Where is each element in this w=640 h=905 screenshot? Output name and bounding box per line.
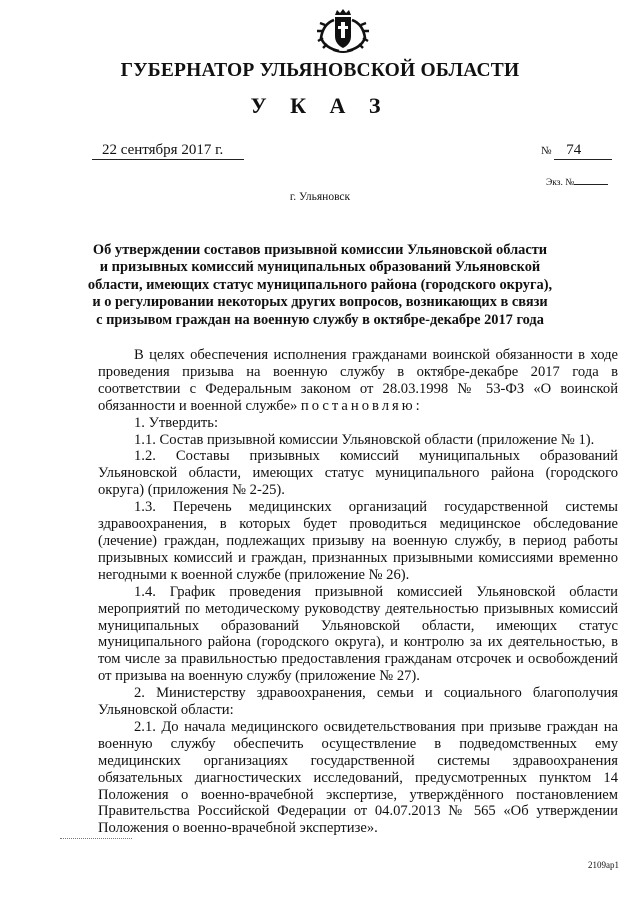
decree-number: 74 <box>554 142 612 160</box>
paragraph-1-1: 1.1. Состав призывной комиссии Ульяновской области (приложение № 1). <box>134 431 595 448</box>
document-type: У К А З <box>250 93 390 118</box>
coat-of-arms-icon <box>315 8 371 54</box>
copy-number-line <box>574 175 608 185</box>
paragraph-1-4: 1.4. График проведения призывной комиссией Ульяновской области мероприятий по методическому руководству деятельностью призывных комиссий муниципальных образований Ульяновской области, имеющих статус муниципального района (городского округа), и контролю за их деятельностью, в том числе за правильностью предоставления гражданам отсрочек и освобождений от призыва на военную службу (приложение № 27). <box>98 583 618 685</box>
subject-line: и о регулировании некоторых других вопросов, возникающих в связи <box>92 294 548 311</box>
subject-line: Об утверждении составов призывной комиссии Ульяновской области <box>92 242 548 258</box>
preamble-paragraph <box>98 347 618 415</box>
decree-date: 22 сентября 2017 г. <box>92 142 244 160</box>
footer-divider <box>60 838 132 839</box>
preamble-text: В целях обеспечения исполнения гражданами воинской обязанности в ходе проведения призыва на военную службу в октябре-декабре 2017 года в соответствии с Федеральным законом от 28.03.1998 № 53-ФЗ «О воинской обязанности и военной службе» <box>98 347 618 414</box>
decree-subject <box>0 242 640 329</box>
authority-title: ГУБЕРНАТОР УЛЬЯНОВСКОЙ ОБЛАСТИ <box>120 60 520 81</box>
copy-number-block <box>546 175 608 188</box>
subject-line: области, имеющих статус муниципального района (городского округа), <box>87 276 553 293</box>
decree-word: постановляю: <box>300 397 423 414</box>
paragraph-2-1: 2.1. До начала медицинского освидетельствования при призыве граждан на военную службу обеспечить осуществление в подведомственных ему медицинских организациях государственной системы здравоохранения обязательных диагностических исследований, предусмотренных пунктом 14 Положения о военно-врачебной экспертизе, утверждённого постановлением Правительства Российской Федерации от 04.07.2013 № 565 «Об утверждении Положения о военно-врачебной экспертизе». <box>98 718 618 837</box>
subject-line: с призывом граждан на военную службу в октябре-декабре 2017 года <box>96 311 544 328</box>
paragraph-2: 2. Министерству здравоохранения, семьи и социального благополучия Ульяновской области: <box>98 685 618 719</box>
decree-body <box>98 347 618 837</box>
copy-label: Экз. № <box>546 178 575 188</box>
subject-line: и призывных комиссий муниципальных образований Ульяновской <box>99 259 541 276</box>
number-label: № <box>541 145 552 157</box>
decree-number-block <box>541 142 612 160</box>
paragraph-1: 1. Утвердить: <box>134 414 219 431</box>
paragraph-1-2: 1.2. Составы призывных комиссий муниципальных образований Ульяновской области, имеющих статус муниципального района (городского округа) (приложения № 2-25). <box>98 448 618 499</box>
footer-code: 2109ap1 <box>588 860 619 870</box>
city: г. Ульяновск <box>289 191 351 203</box>
paragraph-1-3: 1.3. Перечень медицинских организаций государственной системы здравоохранения, в которых будет проводиться медицинское обследование (лечение) граждан, подлежащих призыву на военную службу, в период работы призывных комиссий и граждан, признанных призывными комиссиями временно негодными к военной службе (приложение № 26). <box>98 499 618 583</box>
